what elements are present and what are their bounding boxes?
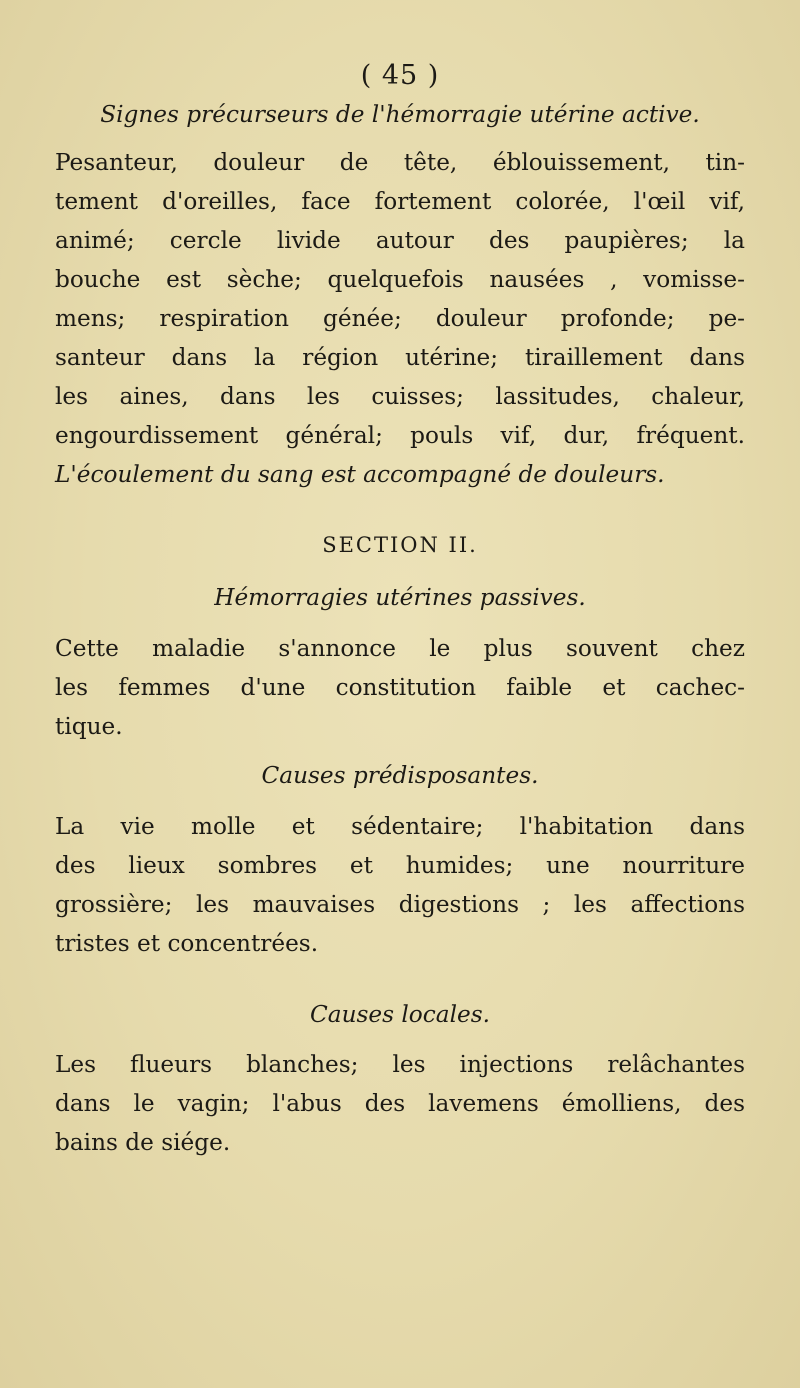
paragraph-line: engourdissement général; pouls vif, dur, fréquent.	[55, 422, 745, 449]
paragraph-italic-line: L'écoulement du sang est accompagné de douleurs.	[55, 461, 665, 488]
paragraph-line: grossière; les mauvaises digestions ; les affections	[55, 891, 745, 918]
paragraph-line: dans le vagin; l'abus des lavemens émolliens, des	[55, 1090, 745, 1117]
paragraph-line: Cette maladie s'annonce le plus souvent chez	[55, 635, 745, 662]
paragraph-line: tique.	[55, 713, 123, 740]
paragraph-line: les aines, dans les cuisses; lassitudes, chaleur,	[55, 383, 745, 410]
paragraph-line: les femmes d'une constitution faible et cachec-	[55, 674, 745, 701]
paragraph-line: tement d'oreilles, face fortement colorée, l'œil vif,	[55, 188, 745, 215]
heading-local-causes: Causes locales.	[310, 1001, 490, 1028]
heading-active-hemorrhage: Signes précurseurs de l'hémorragie utérine active.	[100, 101, 700, 128]
paragraph-line: animé; cercle livide autour des paupières; la	[55, 227, 745, 254]
section-title: SECTION II.	[322, 533, 478, 557]
paragraph-line: bouche est sèche; quelquefois nausées , vomisse-	[55, 266, 745, 293]
paragraph-line: La vie molle et sédentaire; l'habitation dans	[55, 813, 745, 840]
paragraph-line: Les flueurs blanches; les injections relâchantes	[55, 1051, 745, 1078]
paragraph-line: bains de siége.	[55, 1129, 231, 1156]
paragraph-line: Pesanteur, douleur de tête, éblouissement, tin-	[55, 149, 745, 176]
heading-predisposing-causes: Causes prédisposantes.	[261, 762, 539, 789]
paragraph-line: mens; respiration génée; douleur profonde; pe-	[55, 305, 745, 332]
paragraph-line: des lieux sombres et humides; une nourriture	[55, 852, 745, 879]
heading-passive-hemorrhage: Hémorragies utérines passives.	[214, 584, 586, 611]
paragraph-line: santeur dans la région utérine; tiraillement dans	[55, 344, 745, 371]
paragraph-line: tristes et concentrées.	[55, 930, 319, 957]
page-number: ( 45 )	[360, 60, 440, 91]
